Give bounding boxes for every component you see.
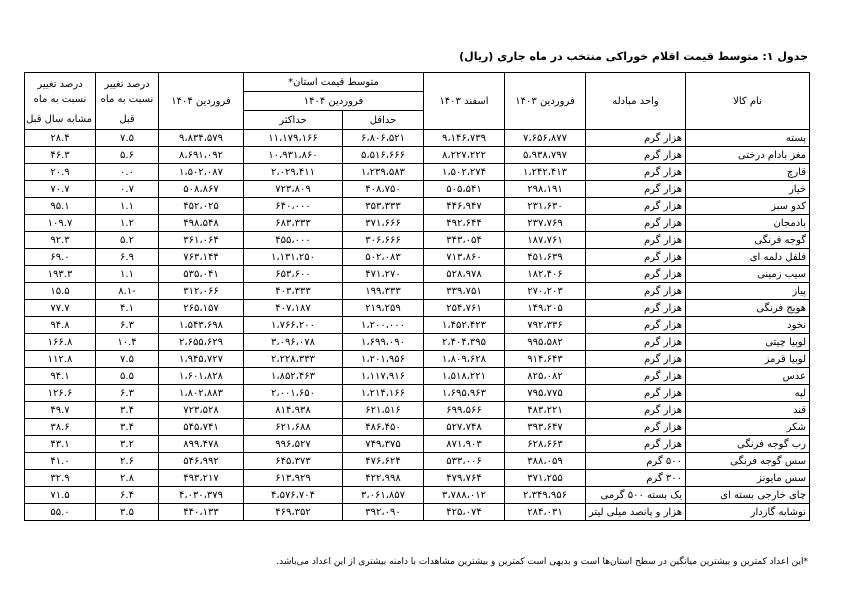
cell-min: ۶،۸۰۶،۵۲۱	[343, 130, 424, 147]
cell-min: ۱،۲۳۹،۵۸۳	[343, 164, 424, 181]
cell-change-month: ۴.۱	[96, 300, 159, 317]
cell-farvardin-1404: ۵۳۵،۰۴۱	[159, 266, 244, 283]
table-row	[25, 351, 810, 368]
header-avg-sub: فروردین ۱۴۰۴	[244, 92, 424, 111]
cell-change-year: ۹۴.۸	[25, 317, 96, 334]
cell-unit: یک بسته ۵۰۰ گرمی	[586, 487, 686, 504]
cell-change-month: ۶.۴	[96, 487, 159, 504]
cell-esfand-1403: ۱،۵۰۲،۲۷۴	[424, 164, 505, 181]
cell-unit: ۵۰۰ گرم	[586, 453, 686, 470]
cell-name: قارچ	[686, 164, 810, 181]
cell-farvardin-1404: ۴۹۸،۵۴۸	[159, 215, 244, 232]
table-row	[25, 385, 810, 402]
cell-name: بادمجان	[686, 215, 810, 232]
cell-farvardin-1404: ۸۹۹،۴۷۸	[159, 436, 244, 453]
table-row	[25, 334, 810, 351]
cell-name: هویج فرنگی	[686, 300, 810, 317]
cell-farvardin-1403: ۹۱۴،۶۴۳	[505, 351, 586, 368]
cell-farvardin-1403: ۵،۹۳۸،۷۹۷	[505, 147, 586, 164]
cell-esfand-1403: ۱،۸۰۹،۶۲۸	[424, 351, 505, 368]
cell-max: ۴۶۹،۳۵۲	[244, 504, 343, 521]
table-row	[25, 198, 810, 215]
cell-farvardin-1404: ۱،۸۰۲،۸۸۳	[159, 385, 244, 402]
cell-name: پیاز	[686, 283, 810, 300]
cell-farvardin-1403: ۷،۶۵۶،۸۷۷	[505, 130, 586, 147]
cell-unit: هزار گرم	[586, 249, 686, 266]
cell-farvardin-1403: ۱۴۹،۲۰۵	[505, 300, 586, 317]
cell-min: ۴۷۶،۶۲۴	[343, 453, 424, 470]
price-table	[24, 72, 810, 521]
cell-change-month: ۳.۵	[96, 504, 159, 521]
cell-max: ۲،۰۲۹،۴۱۱	[244, 164, 343, 181]
cell-farvardin-1403: ۴۸۳،۲۲۱	[505, 402, 586, 419]
cell-unit: هزار گرم	[586, 181, 686, 198]
cell-max: ۴۰۳،۳۳۳	[244, 283, 343, 300]
cell-change-year: ۲۰.۹	[25, 164, 96, 181]
cell-name: چای خارجی بسته ای	[686, 487, 810, 504]
cell-farvardin-1403: ۷۹۵،۷۷۵	[505, 385, 586, 402]
cell-farvardin-1404: ۵۴۶،۹۹۲	[159, 453, 244, 470]
cell-name: عدس	[686, 368, 810, 385]
cell-farvardin-1404: ۱،۵۴۳،۶۹۸	[159, 317, 244, 334]
cell-max: ۱،۸۵۲،۴۶۳	[244, 368, 343, 385]
cell-farvardin-1403: ۴۵۱،۶۳۹	[505, 249, 586, 266]
cell-farvardin-1403: ۲،۳۴۹،۹۵۶	[505, 487, 586, 504]
cell-esfand-1403: ۳۴۳،۰۵۴	[424, 232, 505, 249]
cell-name: لوبیا قرمز	[686, 351, 810, 368]
cell-min: ۶۲۱،۵۱۶	[343, 402, 424, 419]
cell-name: پسته	[686, 130, 810, 147]
cell-name: گوجه فرنگی	[686, 232, 810, 249]
table-row	[25, 215, 810, 232]
cell-esfand-1403: ۱،۶۹۵،۹۶۳	[424, 385, 505, 402]
cell-change-year: ۴۹.۷	[25, 402, 96, 419]
cell-min: ۴۲۲،۹۹۸	[343, 470, 424, 487]
cell-farvardin-1403: ۲۹۸،۱۹۱	[505, 181, 586, 198]
cell-esfand-1403: ۸،۲۲۷،۲۲۲	[424, 147, 505, 164]
cell-farvardin-1403: ۲۷۰،۲۰۳	[505, 283, 586, 300]
table-row	[25, 164, 810, 181]
cell-max: ۶۵۳،۶۰۰	[244, 266, 343, 283]
cell-min: ۴۸۶،۴۵۰	[343, 419, 424, 436]
table-row	[25, 368, 810, 385]
cell-farvardin-1403: ۱۸۷،۷۶۱	[505, 232, 586, 249]
cell-max: ۹۹۶،۵۲۷	[244, 436, 343, 453]
cell-max: ۱۱،۱۷۹،۱۶۶	[244, 130, 343, 147]
cell-max: ۶۲۱،۶۸۸	[244, 419, 343, 436]
cell-farvardin-1403: ۷۹۲،۳۳۶	[505, 317, 586, 334]
cell-change-year: ۷۰.۷	[25, 181, 96, 198]
cell-farvardin-1403: ۹۹۵،۵۸۲	[505, 334, 586, 351]
cell-change-year: ۱۰۹.۷	[25, 215, 96, 232]
table-body	[25, 130, 810, 521]
cell-unit: هزار و پانصد میلی لیتر	[586, 504, 686, 521]
footnote: *این اعداد کمترین و بیشترین میانگین در سطح استان‌ها است و بدیهی است کمترین و بیشترین مشاهدات با دامنه بیشتری از این اعداد می‌باشد.	[276, 557, 808, 567]
cell-esfand-1403: ۴۷۹،۷۶۴	[424, 470, 505, 487]
cell-esfand-1403: ۴۹۲،۶۴۴	[424, 215, 505, 232]
table-header	[25, 73, 810, 130]
table-row	[25, 300, 810, 317]
cell-name: سس گوجه فرنگی	[686, 453, 810, 470]
cell-min: ۳۵۳،۳۳۳	[343, 198, 424, 215]
cell-farvardin-1403: ۳۸۸،۰۵۹	[505, 453, 586, 470]
header-change-year-l3: مشابه سال قبل	[25, 111, 96, 130]
cell-change-year: ۱۹۳.۳	[25, 266, 96, 283]
cell-farvardin-1403: ۱،۲۴۲،۴۱۳	[505, 164, 586, 181]
table-row	[25, 130, 810, 147]
cell-min: ۳،۰۶۱،۸۵۷	[343, 487, 424, 504]
cell-max: ۷۲۳،۸۰۹	[244, 181, 343, 198]
cell-esfand-1403: ۵۲۸،۹۷۸	[424, 266, 505, 283]
cell-change-year: ۱۱۲.۸	[25, 351, 96, 368]
header-min: حداقل	[343, 111, 424, 130]
cell-name: قند	[686, 402, 810, 419]
table-row	[25, 283, 810, 300]
cell-farvardin-1404: ۱،۶۰۱،۸۲۸	[159, 368, 244, 385]
cell-change-year: ۶۹.۰	[25, 249, 96, 266]
table-row	[25, 402, 810, 419]
cell-farvardin-1403: ۸۲۵،۰۸۲	[505, 368, 586, 385]
cell-change-month: ۱.۱	[96, 198, 159, 215]
cell-change-month: ۶.۳	[96, 317, 159, 334]
cell-min: ۴۷۱،۲۷۰	[343, 266, 424, 283]
cell-esfand-1403: ۴۲۵،۰۷۴	[424, 504, 505, 521]
table-row	[25, 470, 810, 487]
cell-max: ۱،۱۳۱،۲۵۰	[244, 249, 343, 266]
cell-change-year: ۱۵.۵	[25, 283, 96, 300]
table-row	[25, 147, 810, 164]
cell-min: ۳۰۶،۶۶۶	[343, 232, 424, 249]
cell-name: نخود	[686, 317, 810, 334]
cell-change-month: -۸.۱	[96, 283, 159, 300]
cell-esfand-1403: ۱،۵۱۸،۲۲۱	[424, 368, 505, 385]
cell-unit: هزار گرم	[586, 266, 686, 283]
cell-unit: هزار گرم	[586, 283, 686, 300]
cell-min: ۷۴۹،۳۷۵	[343, 436, 424, 453]
cell-name: نوشابه گازدار	[686, 504, 810, 521]
cell-min: ۳۹۲،۰۹۰	[343, 504, 424, 521]
cell-min: ۱،۲۰۰،۰۰۰	[343, 317, 424, 334]
cell-name: سیب زمینی	[686, 266, 810, 283]
table-row	[25, 181, 810, 198]
cell-farvardin-1403: ۶۲۸،۶۶۳	[505, 436, 586, 453]
table-row	[25, 453, 810, 470]
cell-min: ۵۰۲،۰۸۳	[343, 249, 424, 266]
cell-name: مغز بادام درختی	[686, 147, 810, 164]
cell-esfand-1403: ۲،۴۰۴،۳۹۵	[424, 334, 505, 351]
header-name: نام کالا	[686, 73, 810, 130]
cell-change-month: ۳.۴	[96, 419, 159, 436]
cell-max: ۶۸۳،۳۳۳	[244, 215, 343, 232]
cell-min: ۲۱۹،۲۵۹	[343, 300, 424, 317]
cell-name: لپه	[686, 385, 810, 402]
header-farvardin-1404: فروردین ۱۴۰۴	[159, 73, 244, 130]
cell-change-month: ۱.۱	[96, 266, 159, 283]
cell-farvardin-1404: ۱،۵۰۲،۰۸۷	[159, 164, 244, 181]
header-max: حداکثر	[244, 111, 343, 130]
cell-farvardin-1403: ۲۳۱،۶۳۰	[505, 198, 586, 215]
cell-unit: هزار گرم	[586, 368, 686, 385]
cell-change-month: ۷.۵	[96, 351, 159, 368]
cell-change-month: ۰.۰	[96, 164, 159, 181]
cell-farvardin-1404: ۵۴۵،۷۴۱	[159, 419, 244, 436]
cell-change-month: ۷.۵	[96, 130, 159, 147]
cell-change-month: ۱.۲	[96, 215, 159, 232]
cell-farvardin-1404: ۴۵۲،۰۲۵	[159, 198, 244, 215]
cell-name: رب گوجه فرنگی	[686, 436, 810, 453]
cell-unit: هزار گرم	[586, 300, 686, 317]
cell-max: ۴۰۷،۱۸۷	[244, 300, 343, 317]
cell-unit: هزار گرم	[586, 232, 686, 249]
cell-change-month: ۲.۸	[96, 470, 159, 487]
cell-name: کدو سبز	[686, 198, 810, 215]
cell-unit: هزار گرم	[586, 164, 686, 181]
table-row	[25, 487, 810, 504]
cell-max: ۴۵۵،۰۰۰	[244, 232, 343, 249]
cell-change-month: ۲.۶	[96, 453, 159, 470]
cell-unit: هزار گرم	[586, 198, 686, 215]
cell-change-year: ۴۶.۳	[25, 147, 96, 164]
cell-esfand-1403: ۱،۴۵۲،۴۲۳	[424, 317, 505, 334]
cell-farvardin-1404: ۲۶۵،۱۵۷	[159, 300, 244, 317]
table-row	[25, 249, 810, 266]
cell-farvardin-1404: ۳۶۱،۰۶۴	[159, 232, 244, 249]
header-change-month-l2: نسبت به ماه	[100, 93, 154, 105]
cell-min: ۱۹۹،۳۳۳	[343, 283, 424, 300]
cell-min: ۵،۵۱۶،۶۶۶	[343, 147, 424, 164]
cell-change-year: ۴۳.۱	[25, 436, 96, 453]
cell-change-year: ۷۷.۷	[25, 300, 96, 317]
cell-esfand-1403: ۸۷۱،۹۰۳	[424, 436, 505, 453]
cell-max: ۶۴۰،۰۰۰	[244, 198, 343, 215]
header-unit: واحد مبادله	[586, 73, 686, 130]
cell-farvardin-1404: ۷۶۳،۱۴۴	[159, 249, 244, 266]
cell-farvardin-1403: ۲۳۷،۷۶۹	[505, 215, 586, 232]
table-row	[25, 317, 810, 334]
cell-unit: هزار گرم	[586, 130, 686, 147]
cell-name: فلفل دلمه ای	[686, 249, 810, 266]
cell-esfand-1403: ۶۹۹،۵۶۶	[424, 402, 505, 419]
cell-name: سس مایونز	[686, 470, 810, 487]
cell-farvardin-1404: ۱،۹۴۵،۷۲۷	[159, 351, 244, 368]
header-change-month-l3: قبل	[96, 111, 159, 130]
cell-name: شکر	[686, 419, 810, 436]
cell-change-month: ۰.۷	[96, 181, 159, 198]
cell-change-year: ۱۲۶.۶	[25, 385, 96, 402]
cell-esfand-1403: ۴۴۶،۹۴۷	[424, 198, 505, 215]
cell-change-month: ۶.۳	[96, 385, 159, 402]
cell-farvardin-1404: ۲،۶۵۵،۶۲۹	[159, 334, 244, 351]
cell-esfand-1403: ۳،۷۸۸،۰۱۲	[424, 487, 505, 504]
cell-min: ۱،۲۰۱،۹۵۶	[343, 351, 424, 368]
table-row	[25, 232, 810, 249]
header-change-month-l1: درصد تغییر	[104, 78, 150, 90]
cell-esfand-1403: ۵۲۷،۷۴۸	[424, 419, 505, 436]
cell-unit: هزار گرم	[586, 385, 686, 402]
cell-farvardin-1404: ۴۹۳،۲۱۷	[159, 470, 244, 487]
cell-change-year: ۹۴.۱	[25, 368, 96, 385]
cell-max: ۱۰،۹۳۱،۸۶۰	[244, 147, 343, 164]
cell-change-year: ۲۸.۴	[25, 130, 96, 147]
cell-max: ۲،۰۰۱،۶۵۰	[244, 385, 343, 402]
cell-farvardin-1404: ۴۴۰،۱۳۳	[159, 504, 244, 521]
cell-max: ۶۱۳،۹۲۹	[244, 470, 343, 487]
header-change-year	[25, 73, 96, 111]
cell-change-year: ۹۲.۳	[25, 232, 96, 249]
cell-farvardin-1404: ۵۰۸،۸۶۷	[159, 181, 244, 198]
cell-farvardin-1403: ۳۷۱،۲۵۵	[505, 470, 586, 487]
cell-unit: ۳۰۰ گرم	[586, 470, 686, 487]
cell-farvardin-1404: ۳۱۲،۰۶۶	[159, 283, 244, 300]
table-row	[25, 436, 810, 453]
header-avg-group: متوسط قیمت استان*	[244, 73, 424, 92]
cell-farvardin-1404: ۷۲۳،۵۲۸	[159, 402, 244, 419]
header-change-year-l1: درصد تغییر	[37, 78, 83, 90]
cell-change-year: ۴۱.۰	[25, 453, 96, 470]
cell-unit: هزار گرم	[586, 419, 686, 436]
cell-change-year: ۵۵.۰	[25, 504, 96, 521]
cell-max: ۳،۰۹۶،۰۷۸	[244, 334, 343, 351]
cell-change-year: ۳۲.۹	[25, 470, 96, 487]
cell-farvardin-1403: ۳۹۳،۶۴۷	[505, 419, 586, 436]
cell-change-month: ۱۰.۴	[96, 334, 159, 351]
cell-change-month: ۵.۵	[96, 368, 159, 385]
cell-change-year: ۹۵.۱	[25, 198, 96, 215]
cell-esfand-1403: ۷۱۳،۸۶۰	[424, 249, 505, 266]
table-row	[25, 419, 810, 436]
table-row	[25, 266, 810, 283]
cell-esfand-1403: ۹،۱۴۶،۷۳۹	[424, 130, 505, 147]
cell-name: لوبیا چیتی	[686, 334, 810, 351]
cell-farvardin-1404: ۹،۸۳۴،۵۷۹	[159, 130, 244, 147]
table-title: جدول ۱: متوسط قیمت اقلام خوراکی منتخب در ماه جاری (ریال)	[459, 50, 808, 63]
cell-farvardin-1403: ۲۸۴،۰۳۱	[505, 504, 586, 521]
header-esfand-1403: اسفند ۱۴۰۳	[424, 73, 505, 130]
cell-name: خیار	[686, 181, 810, 198]
cell-max: ۶۴۵،۳۷۳	[244, 453, 343, 470]
cell-min: ۴۰۸،۷۵۰	[343, 181, 424, 198]
cell-farvardin-1404: ۴،۰۳۰،۳۷۹	[159, 487, 244, 504]
cell-esfand-1403: ۲۵۴،۷۶۱	[424, 300, 505, 317]
cell-min: ۱،۶۹۹،۰۹۰	[343, 334, 424, 351]
cell-unit: هزار گرم	[586, 436, 686, 453]
cell-min: ۱،۱۱۷،۹۱۶	[343, 368, 424, 385]
cell-max: ۲،۲۲۸،۳۳۳	[244, 351, 343, 368]
cell-farvardin-1404: ۸،۶۹۱،۰۹۲	[159, 147, 244, 164]
table-row	[25, 504, 810, 521]
cell-max: ۴،۵۷۶،۷۰۴	[244, 487, 343, 504]
cell-change-month: ۳.۲	[96, 436, 159, 453]
cell-unit: هزار گرم	[586, 147, 686, 164]
cell-min: ۳۷۱،۶۶۶	[343, 215, 424, 232]
header-farvardin-1403: فروردین ۱۴۰۳	[505, 73, 586, 130]
cell-change-month: ۵.۲	[96, 232, 159, 249]
cell-change-month: ۵.۶	[96, 147, 159, 164]
cell-unit: هزار گرم	[586, 334, 686, 351]
cell-change-year: ۳۸.۶	[25, 419, 96, 436]
cell-max: ۸۱۴،۹۳۸	[244, 402, 343, 419]
cell-esfand-1403: ۵۰۵،۵۴۱	[424, 181, 505, 198]
cell-change-month: ۳.۴	[96, 402, 159, 419]
cell-unit: هزار گرم	[586, 351, 686, 368]
cell-esfand-1403: ۳۳۹،۷۵۱	[424, 283, 505, 300]
cell-unit: هزار گرم	[586, 317, 686, 334]
cell-change-month: ۶.۹	[96, 249, 159, 266]
cell-change-year: ۷۱.۵	[25, 487, 96, 504]
cell-unit: هزار گرم	[586, 215, 686, 232]
cell-min: ۱،۲۱۴،۱۶۶	[343, 385, 424, 402]
cell-unit: هزار گرم	[586, 402, 686, 419]
cell-esfand-1403: ۵۳۳،۰۰۶	[424, 453, 505, 470]
header-change-year-l2: نسبت به ماه	[33, 93, 87, 105]
header-change-month	[96, 73, 159, 111]
cell-change-year: ۱۶۶.۸	[25, 334, 96, 351]
cell-farvardin-1403: ۱۸۲،۴۰۶	[505, 266, 586, 283]
cell-max: ۱،۷۶۶،۲۰۰	[244, 317, 343, 334]
